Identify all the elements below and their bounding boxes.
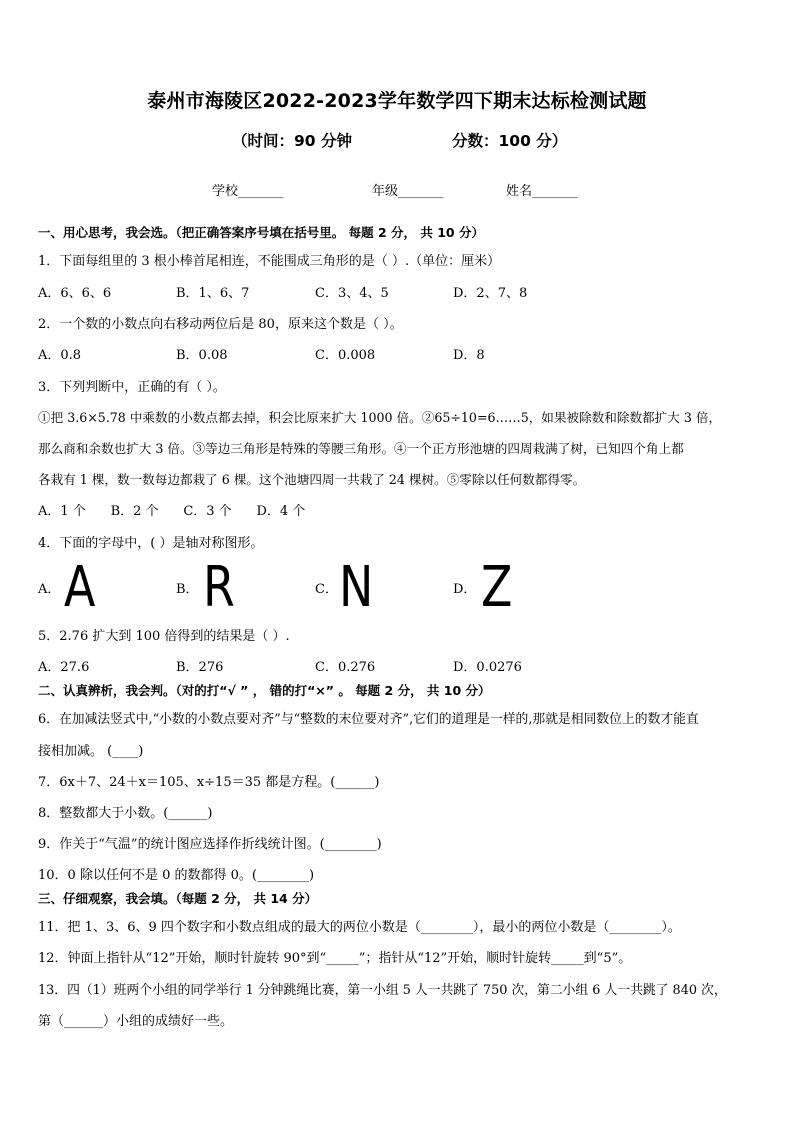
question-1: 1．下面每组里的 3 根小棒首尾相连，不能围成三角形的是（ ）.（单位：厘米） bbox=[38, 254, 501, 269]
q4-option-d: D． bbox=[453, 582, 477, 597]
section-2-heading: 二、认真辨析，我会判。（对的打“√ ” ， 错的打“×” 。 每题 2 分， 共 10 分） bbox=[38, 683, 491, 698]
section-3-heading: 三、仔细观察，我会填。（每题 2 分， 共 14 分） bbox=[38, 891, 318, 906]
question-7: 7．6x＋7、24＋x＝105、x÷15＝35 都是方程。(______) bbox=[38, 775, 380, 790]
q2-option-b: B．0.08 bbox=[176, 348, 228, 363]
name-field[interactable]: 姓名_______ bbox=[506, 184, 578, 199]
q4-letter-r: R bbox=[203, 555, 235, 620]
q1-option-b: B．1、6、7 bbox=[176, 286, 250, 301]
question-5: 5．2.76 扩大到 100 倍得到的结果是（ ）. bbox=[38, 629, 290, 644]
q4-option-c: C． bbox=[315, 582, 338, 597]
school-field[interactable]: 学校_______ bbox=[212, 184, 284, 199]
grade-field[interactable]: 年级_______ bbox=[372, 184, 444, 199]
q3-options: A．1 个 B．2 个 C．3 个 D．4 个 bbox=[38, 504, 306, 519]
question-9: 9．作关于“气温”的统计图应选择作折线统计图。(________) bbox=[38, 837, 382, 852]
exam-title: 泰州市海陵区2022-2023学年数学四下期末达标检测试题 bbox=[147, 90, 647, 112]
question-6-line-2: 接相加减。 (____) bbox=[38, 744, 144, 759]
q4-option-b: B． bbox=[176, 582, 199, 597]
q1-option-d: D．2、7、8 bbox=[453, 286, 528, 301]
question-3: 3．下列判断中，正确的有（ ）。 bbox=[38, 380, 226, 395]
exam-score: 分数：100 分） bbox=[452, 132, 568, 150]
question-2: 2．一个数的小数点向右移动两位后是 80，原来这个数是（ ）。 bbox=[38, 317, 403, 332]
q5-option-b: B．276 bbox=[176, 660, 224, 675]
question-4: 4．下面的字母中，( ）是轴对称图形。 bbox=[38, 536, 264, 551]
question-8: 8．整数都大于小数。(______) bbox=[38, 806, 213, 821]
question-13-line-2: 第（______）小组的成绩好一些。 bbox=[38, 1014, 234, 1029]
q4-letter-a: A bbox=[64, 555, 96, 620]
q5-option-c: C．0.276 bbox=[315, 660, 376, 675]
q2-option-a: A．0.8 bbox=[38, 348, 82, 363]
section-1-heading: 一、用心思考，我会选。（把正确答案序号填在括号里。 每题 2 分， 共 10 分） bbox=[38, 225, 484, 240]
q4-letter-z: Z bbox=[481, 555, 513, 620]
q5-option-d: D．0.0276 bbox=[453, 660, 522, 675]
q3-statement-line-3: 各栽有 1 棵，数一数每边都栽了 6 棵。这个池塘四周一共栽了 24 棵树。⑤零除以任何数都得零。 bbox=[38, 472, 586, 487]
q1-option-c: C．3、4、5 bbox=[315, 286, 389, 301]
q2-option-c: C．0.008 bbox=[315, 348, 376, 363]
q4-letter-n: N bbox=[339, 555, 374, 620]
q4-option-a: A． bbox=[38, 582, 61, 597]
exam-time: （时间：90 分钟 bbox=[232, 132, 352, 150]
q3-statement-line-2: 那么商和余数也扩大 3 倍。③等边三角形是特殊的等腰三角形。④一个正方形池塘的四周栽满了树，已知四个角上都 bbox=[38, 441, 684, 456]
question-10: 10．0 除以任何不是 0 的数都得 0。(________) bbox=[38, 868, 315, 883]
question-13-line-1: 13．四（1）班两个小组的同学举行 1 分钟跳绳比赛，第一小组 5 人一共跳了 750 次，第二小组 6 人一共跳了 840 次， bbox=[38, 983, 727, 998]
q2-option-d: D．8 bbox=[453, 348, 485, 363]
q5-option-a: A．27.6 bbox=[38, 660, 90, 675]
question-12: 12．钟面上指针从“12”开始，顺时针旋转 90°到“_____”；指针从“12”开始，顺时针旋转_____到“5”。 bbox=[38, 951, 632, 966]
q3-statement-line-1: ①把 3.6×5.78 中乘数的小数点都去掉，积会比原来扩大 1000 倍。②65÷10=6……5，如果被除数和除数都扩大 3 倍， bbox=[38, 410, 722, 425]
q1-option-a: A．6、6、6 bbox=[38, 286, 112, 301]
question-6-line-1: 6．在加减法竖式中,“小数的小数点要对齐”与“整数的末位要对齐”,它们的道理是一样的,那就是相同数位上的数才能直 bbox=[38, 712, 699, 727]
question-11: 11．把 1、3、6、9 四个数字和小数点组成的最大的两位小数是（________），最小的两位小数是（________）。 bbox=[38, 920, 681, 935]
